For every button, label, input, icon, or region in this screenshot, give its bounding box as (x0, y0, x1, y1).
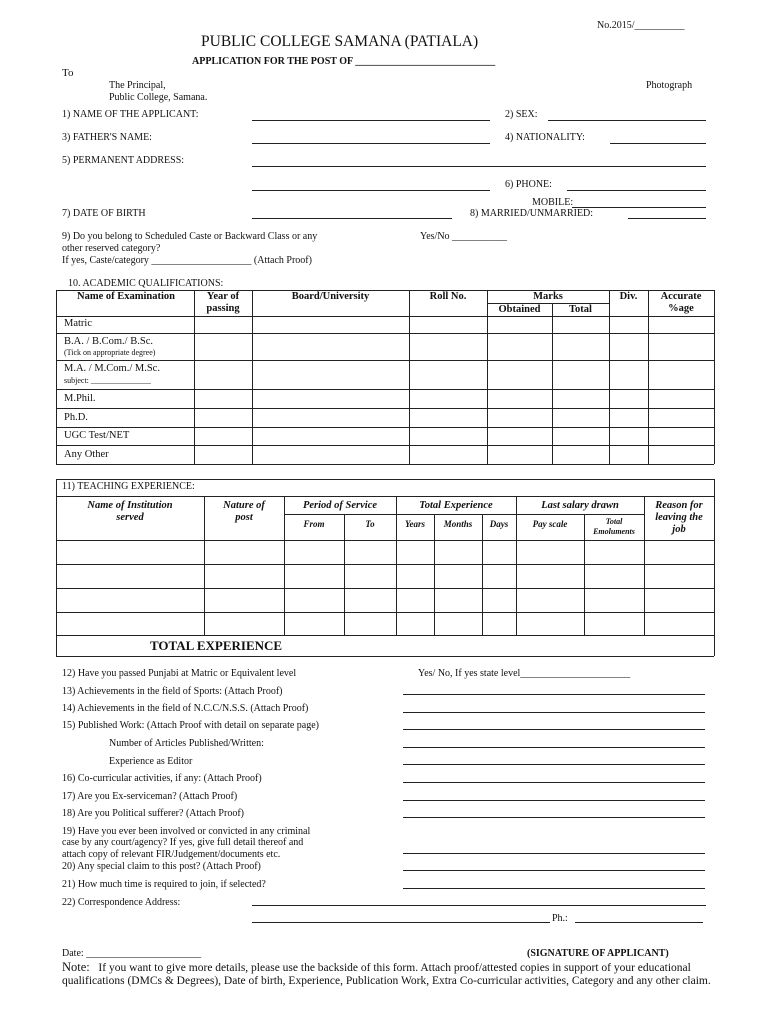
q15a-articles-field[interactable] (403, 747, 705, 748)
col-name-of-examination: Name of Examination (77, 291, 175, 302)
q15b-editor-label: Experience as Editor (109, 756, 193, 767)
col-institution-1: Name of Institution (87, 500, 173, 511)
q15b-editor-field[interactable] (403, 764, 705, 765)
father-name-label: 3) FATHER'S NAME: (62, 132, 152, 143)
col-emoluments-1: Total (605, 517, 623, 526)
row-master: M.A. / M.Com./ M.Sc. (64, 363, 160, 374)
addressee-line-1: The Principal, (109, 80, 166, 91)
sex-field[interactable] (548, 120, 706, 121)
col-year-of-passing-1: Year of (206, 291, 240, 302)
col-institution-2: served (116, 512, 144, 523)
date-field[interactable]: Date: _______________________ (62, 948, 202, 959)
q19-criminal-field[interactable] (403, 853, 705, 854)
teaching-section-title: 11) TEACHING EXPERIENCE: (62, 481, 195, 492)
q13-sports-label: 13) Achievements in the field of Sports: (Attach Proof) (62, 686, 283, 697)
q15-published-label: 15) Published Work: (Attach Proof with detail on separate page) (62, 720, 320, 731)
row-matric: Matric (64, 318, 92, 329)
marital-status-label: 8) MARRIED/UNMARRIED: (470, 208, 594, 219)
permanent-address-field-1[interactable] (252, 166, 706, 167)
col-reason-1: Reason for (655, 500, 703, 511)
signature-label: (SIGNATURE OF APPLICANT) (527, 948, 669, 959)
col-from: From (303, 519, 325, 529)
nationality-field[interactable] (610, 143, 706, 144)
col-division: Div. (619, 291, 638, 302)
q18-political-label: 18) Are you Political sufferer? (Attach Proof) (62, 808, 244, 819)
sex-label: 2) SEX: (505, 109, 538, 120)
q19-criminal-line-3: attach copy of relevant FIR/Judgement/documents etc. (62, 849, 281, 860)
page-title: PUBLIC COLLEGE SAMANA (PATIALA) (201, 33, 479, 50)
total-experience-label: TOTAL EXPERIENCE (150, 638, 283, 653)
marital-status-field[interactable] (628, 218, 706, 219)
q12-punjabi-label: 12) Have you passed Punjabi at Matric or Equivalent level (62, 668, 297, 679)
correspondence-phone-label: Ph.: (552, 913, 568, 924)
row-master-subject[interactable]: subject: _______________ (64, 376, 151, 385)
permanent-address-label: 5) PERMANENT ADDRESS: (62, 155, 185, 166)
q19-criminal-line-2: case by any court/agency? If yes, give full detail thereof and (62, 837, 304, 848)
q22-correspondence-field-2[interactable] (252, 922, 550, 923)
col-last-salary: Last salary drawn (541, 500, 619, 511)
q21-joining-time-label: 21) How much time is required to join, if selected? (62, 879, 266, 890)
q17-ex-serviceman-field[interactable] (403, 800, 705, 801)
date-of-birth-field[interactable] (252, 218, 452, 219)
q18-political-field[interactable] (403, 817, 705, 818)
correspondence-phone-field[interactable] (575, 922, 703, 923)
row-bachelor-hint: (Tick on appropriate degree) (64, 348, 156, 357)
q20-special-claim-field[interactable] (403, 870, 705, 871)
to-label: To (62, 67, 74, 79)
q16-cocurricular-label: 16) Co-curricular activities, if any: (Attach Proof) (62, 773, 262, 784)
col-years: Years (405, 519, 425, 529)
col-pay-scale: Pay scale (532, 519, 568, 529)
caste-category-field[interactable]: If yes, Caste/category ____________________ (Attach Proof) (62, 255, 312, 266)
q14-ncc-field[interactable] (403, 712, 705, 713)
col-nature-2: post (235, 512, 253, 523)
q17-ex-serviceman-label: 17) Are you Ex-serviceman? (Attach Proof) (62, 791, 238, 802)
col-accurate-2: %age (668, 303, 694, 314)
q22-correspondence-field-1[interactable] (252, 905, 706, 906)
reserved-category-question-line-1: 9) Do you belong to Scheduled Caste or Backward Class or any (62, 231, 318, 242)
col-year-of-passing-2: passing (206, 303, 240, 314)
col-marks-obtained: Obtained (498, 304, 541, 315)
q15a-articles-label: Number of Articles Published/Written: (109, 738, 264, 749)
note-label: Note: (62, 960, 90, 974)
nationality-label: 4) NATIONALITY: (505, 132, 585, 143)
col-period-of-service: Period of Service (302, 500, 378, 511)
col-nature-1: Nature of (223, 500, 265, 511)
q16-cocurricular-field[interactable] (403, 782, 705, 783)
father-name-field[interactable] (252, 143, 490, 144)
row-mphil: M.Phil. (64, 393, 96, 404)
col-emoluments-2: Emoluments (593, 527, 635, 536)
col-reason-3: job (672, 524, 686, 535)
col-to: To (365, 519, 375, 529)
row-bachelor: B.A. / B.Com./ B.Sc. (64, 336, 153, 347)
reserved-category-question-line-2: other reserved category? (62, 243, 161, 254)
col-days: Days (489, 519, 509, 529)
photograph-label: Photograph (646, 80, 693, 91)
q14-ncc-label: 14) Achievements in the field of N.C.C/N.S.S. (Attach Proof) (62, 703, 309, 714)
row-any-other: Any Other (64, 449, 109, 460)
application-post-field[interactable]: APPLICATION FOR THE POST OF ____________________________ (192, 56, 496, 67)
phone-label: 6) PHONE: (505, 179, 552, 190)
mobile-label: MOBILE: (532, 197, 574, 208)
note-text: If you want to give more details, please use the backside of this form. Attach proof/attested copies in support of your educational qualifications (DMCs & Degrees), Date of birth, Experience, Publication Work, Extra Co-curricular activities, Category and any other claim. (62, 962, 711, 987)
q22-correspondence-label: 22) Correspondence Address: (62, 897, 181, 908)
col-months: Months (443, 519, 473, 529)
q21-joining-time-field[interactable] (403, 888, 705, 889)
phone-field[interactable] (567, 190, 706, 191)
applicant-name-label: 1) NAME OF THE APPLICANT: (62, 109, 199, 120)
col-marks-total: Total (569, 304, 592, 315)
col-reason-2: leaving the (655, 512, 703, 523)
academic-section-title: 10. ACADEMIC QUALIFICATIONS: (68, 278, 224, 289)
note-paragraph (62, 961, 712, 988)
reserved-category-answer[interactable]: Yes/No ___________ (420, 231, 508, 242)
col-roll-no: Roll No. (429, 291, 467, 302)
reference-number: No.2015/__________ (597, 20, 685, 31)
addressee-line-2: Public College, Samana. (109, 92, 208, 103)
col-accurate-1: Accurate (660, 291, 702, 302)
row-ugc-net: UGC Test/NET (64, 430, 130, 441)
permanent-address-field-2[interactable] (252, 190, 490, 191)
date-of-birth-label: 7) DATE OF BIRTH (62, 208, 146, 219)
q13-sports-field[interactable] (403, 694, 705, 695)
col-total-experience: Total Experience (419, 500, 493, 511)
q19-criminal-line-1: 19) Have you ever been involved or convicted in any criminal (62, 826, 311, 837)
col-board-university: Board/University (291, 291, 370, 302)
q12-punjabi-answer[interactable]: Yes/ No, If yes state level______________________ (418, 668, 631, 679)
row-phd: Ph.D. (64, 412, 88, 423)
applicant-name-field[interactable] (252, 120, 490, 121)
q20-special-claim-label: 20) Any special claim to this post? (Attach Proof) (62, 861, 261, 872)
col-marks: Marks (533, 291, 563, 302)
q15-published-field[interactable] (403, 729, 705, 730)
